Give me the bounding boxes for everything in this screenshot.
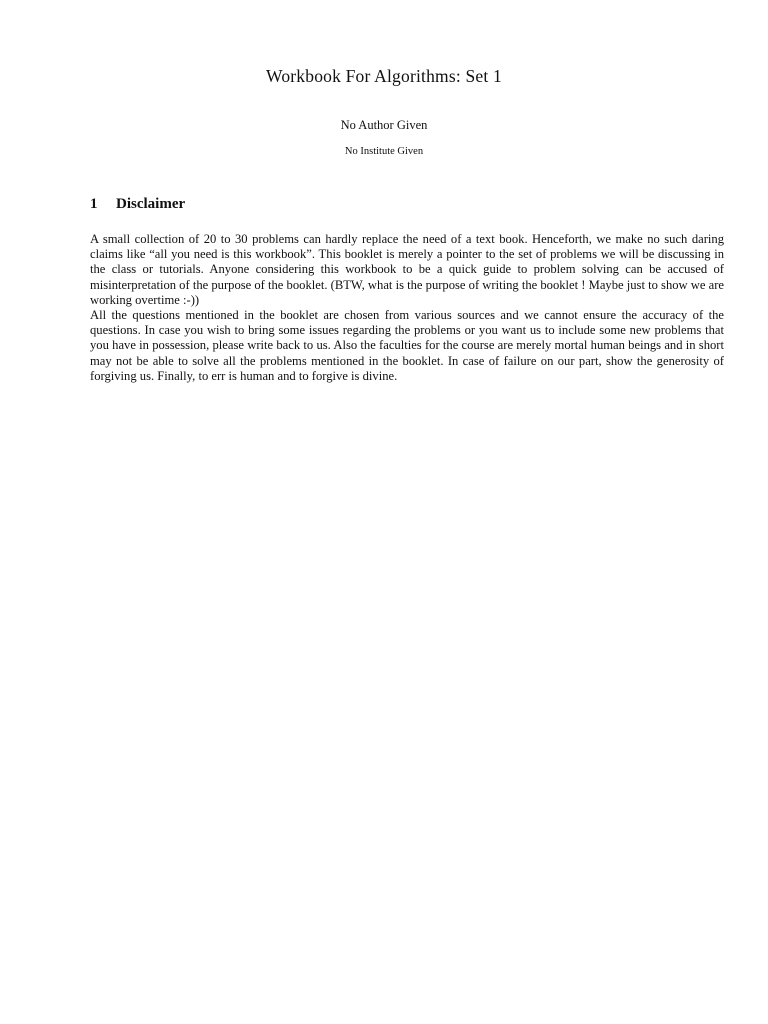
document-title: Workbook For Algorithms: Set 1 [266, 66, 502, 86]
section-body [90, 232, 724, 384]
section-number: 1 [90, 196, 98, 212]
paragraph: A small collection of 20 to 30 problems can hardly replace the need of a text book. Henceforth, we make no such daring claims like “all you need is this workbook”. This booklet is merely a pointer to the set of problems we will be discussing in the class or tutorials. Anyone considering this workbook to be a quick guide to problem solving can be accused of misinterpretation of the purpose of the booklet. (BTW, what is the purpose of writing the booklet ! Maybe just to show we are working overtime :-)) [90, 232, 724, 307]
section-heading [90, 196, 185, 213]
document-author: No Author Given [340, 118, 428, 132]
paragraph: All the questions mentioned in the booklet are chosen from various sources and we cannot ensure the accuracy of the questions. In case you wish to bring some issues regarding the problems or you want us to include some new problems that you have in possession, please write back to us. Also the faculties for the course are merely mortal human beings and in short may not be able to solve all the problems mentioned in the booklet. In case of failure on our part, show the generosity of forgiving us. Finally, to err is human and to forgive is divine. [90, 308, 724, 383]
document-institute: No Institute Given [344, 146, 424, 157]
section-title: Disclaimer [116, 196, 186, 212]
